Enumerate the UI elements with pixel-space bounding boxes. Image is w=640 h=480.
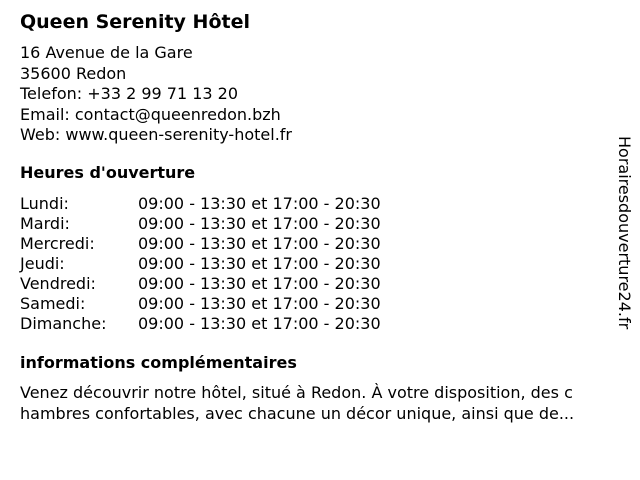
hours-row-tuesday (20, 214, 381, 234)
day-label: Lundi: (20, 194, 69, 213)
time-value: 09:00 - 13:30 et 17:00 - 20:30 (138, 234, 381, 253)
day-label: Mercredi: (20, 234, 95, 253)
time-value: 09:00 - 13:30 et 17:00 - 20:30 (138, 314, 381, 333)
hours-row-sunday (20, 314, 381, 334)
time-value: 09:00 - 13:30 et 17:00 - 20:30 (138, 274, 381, 293)
hours-table (20, 194, 381, 334)
time-value: 09:00 - 13:30 et 17:00 - 20:30 (138, 194, 381, 213)
day-label: Mardi: (20, 214, 70, 233)
hours-row-friday (20, 274, 381, 294)
hours-row-monday (20, 194, 381, 214)
day-label: Dimanche: (20, 314, 107, 333)
day-label: Vendredi: (20, 274, 96, 293)
info-description (20, 383, 574, 424)
day-label: Jeudi: (20, 254, 65, 273)
hotel-name: Queen Serenity Hôtel (20, 11, 250, 33)
description-line: Venez découvrir notre hôtel, situé à Redon. À votre disposition, des c (20, 383, 573, 402)
hours-row-thursday (20, 254, 381, 274)
time-value: 09:00 - 13:30 et 17:00 - 20:30 (138, 294, 381, 313)
hours-row-saturday (20, 294, 381, 314)
site-watermark: Horairesdouverture24.fr (615, 136, 634, 330)
email-line: Email: contact@queenredon.bzh (20, 104, 281, 124)
time-value: 09:00 - 13:30 et 17:00 - 20:30 (138, 254, 381, 273)
description-line: hambres confortables, avec chacune un décor unique, ainsi que de... (20, 403, 575, 423)
contact-block (20, 43, 292, 146)
time-value: 09:00 - 13:30 et 17:00 - 20:30 (138, 214, 381, 233)
address-street: 16 Avenue de la Gare (20, 43, 193, 62)
web-line: Web: www.queen-serenity-hotel.fr (20, 125, 292, 144)
hours-row-wednesday (20, 234, 381, 254)
info-heading: informations complémentaires (20, 353, 297, 372)
hours-heading: Heures d'ouverture (20, 163, 196, 182)
phone-line: Telefon: +33 2 99 71 13 20 (20, 84, 239, 103)
day-label: Samedi: (20, 294, 86, 313)
address-city: 35600 Redon (20, 63, 127, 83)
